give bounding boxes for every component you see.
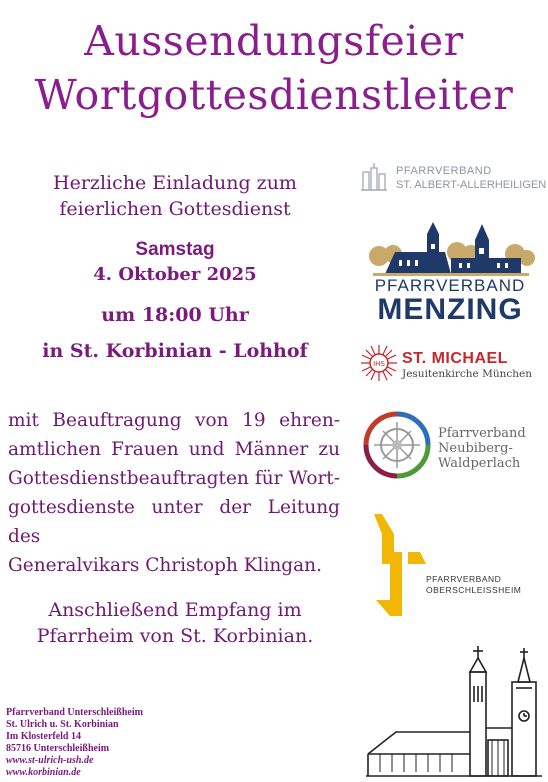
- event-place: in St. Korbinian - Lohhof: [42, 340, 308, 362]
- event-day: Samstag: [135, 239, 215, 260]
- oberschleissheim-label-2: OBERSCHLEISSHEIM: [426, 585, 522, 595]
- neubiberg-label: [438, 426, 526, 471]
- reception-text: [20, 597, 330, 649]
- neubiberg-label-3: Waldperlach: [438, 456, 521, 471]
- event-date: 4. Oktober 2025: [93, 264, 257, 285]
- description-line: Generalvikars Christoph Klingan.: [8, 555, 322, 576]
- logo-oberschleissheim: [368, 512, 543, 624]
- pfarrverband-circle-icon: [362, 410, 432, 480]
- oberschleissheim-label-1: PFARRVERBAND: [426, 574, 502, 584]
- footer-web-link[interactable]: www.st-ulrich-ush.de: [6, 755, 94, 766]
- church-skyline-icon: [365, 218, 535, 276]
- description-paragraph: [8, 406, 340, 580]
- event-time: um 18:00 Uhr: [101, 304, 249, 326]
- logo-neubiberg-waldperlach: [362, 410, 542, 482]
- church-drawing-icon: [366, 642, 542, 778]
- logo-st-michael: [358, 340, 542, 386]
- albert-label-1: PFARRVERBAND: [396, 165, 492, 177]
- title-line-2: Wortgottesdienstleiter: [34, 71, 514, 119]
- ihs-seal-icon: [360, 344, 398, 382]
- invitation-line-1: Herzliche Einladung zum: [53, 172, 297, 194]
- description-line: mit Beauftragung von 19 ehren-: [8, 410, 340, 431]
- albert-label-2: ST. ALBERT-ALLERHEILIGEN: [396, 179, 547, 191]
- neubiberg-label-2: Neubiberg-: [438, 441, 513, 456]
- footer-line: St. Ulrich u. St. Korbinian: [6, 719, 119, 730]
- footer-line: 85716 Unterschleißheim: [6, 743, 110, 754]
- yellow-cross-icon: [368, 512, 428, 620]
- footer-line: Im Klosterfeld 14: [6, 731, 81, 742]
- ihs-seal-text: IHS: [373, 360, 385, 368]
- footer-web-link[interactable]: www.korbinian.de: [6, 767, 81, 778]
- michael-label-2: Jesuitenkirche München: [402, 368, 532, 380]
- reception-line-2: Pfarrheim von St. Korbinian.: [36, 625, 314, 647]
- neubiberg-label-1: Pfarrverband: [438, 426, 526, 441]
- invitation-line-2: feierlichen Gottesdienst: [59, 198, 291, 220]
- description-line: amtlichen Frauen und Männer zu: [8, 439, 340, 460]
- reception-line-1: Anschließend Empfang im: [48, 599, 302, 621]
- description-line: Gottesdienstbeauftragten für Wort-: [8, 468, 340, 489]
- menzing-label-2: MENZING: [377, 293, 523, 326]
- title-line-1: Aussendungsfeier: [84, 17, 464, 65]
- invitation-text: [20, 170, 330, 222]
- footer-address: [6, 707, 143, 779]
- michael-label-1: ST. MICHAEL: [402, 350, 508, 367]
- menzing-label-1: PFARRVERBAND: [374, 276, 526, 295]
- church-outline-icon: [360, 162, 388, 196]
- oberschleissheim-label: [426, 574, 521, 596]
- description-line: gottesdienste unter der Leitung des: [8, 497, 340, 547]
- logo-pfarrverband-menzing: [365, 218, 535, 326]
- footer-line: Pfarrverband Unterschleißheim: [6, 707, 143, 718]
- logo-st-albert-allerheiligen: [358, 158, 547, 198]
